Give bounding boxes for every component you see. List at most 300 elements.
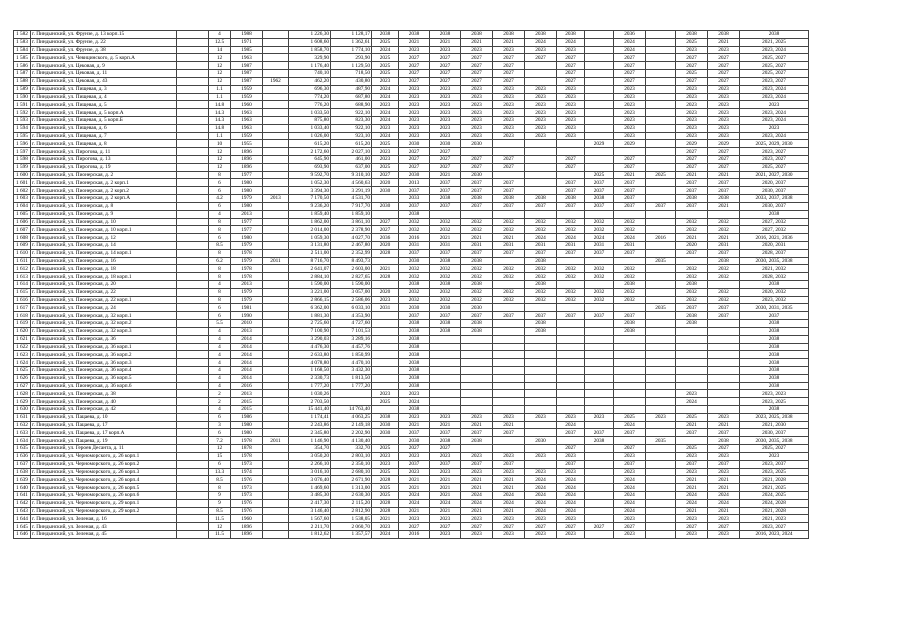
table-cell	[177, 187, 209, 195]
table-cell: 2 803,10	[331, 452, 372, 460]
table-cell: 2023	[557, 515, 585, 523]
table-cell: 2021, 2032	[740, 265, 809, 273]
table-cell: 2037	[430, 312, 461, 320]
table-cell: 2021, 2030	[740, 421, 809, 429]
table-cell: 2021	[461, 484, 493, 492]
row-number-cell: 1 626	[14, 374, 31, 382]
table-cell: 293,90	[331, 54, 372, 62]
row-number-cell: 1 582	[14, 31, 31, 39]
table-cell	[646, 421, 676, 429]
table-row	[14, 85, 809, 93]
table-cell	[646, 116, 676, 124]
table-cell: 2037	[399, 460, 430, 468]
table-cell: 4 063,25	[331, 413, 372, 421]
address-cell: г. Пиндынский, ул. Цековая, д. 43	[31, 77, 177, 85]
table-cell: 2 680,10	[331, 468, 372, 476]
table-cell: 2027	[461, 156, 493, 164]
table-cell	[557, 335, 585, 343]
table-cell: 2030, 2037	[740, 187, 809, 195]
table-cell: 6.2	[209, 257, 231, 265]
address-cell: г. Пиндынский, ул. Пионерская, д. 40	[31, 398, 177, 406]
table-cell	[585, 132, 614, 140]
table-cell: 2037	[557, 249, 585, 257]
table-cell: 2037	[708, 429, 740, 437]
table-cell: 2023	[372, 148, 399, 156]
table-cell	[557, 210, 585, 218]
table-cell: 2023	[372, 296, 399, 304]
table-cell	[263, 499, 289, 507]
table-cell	[177, 46, 209, 54]
table-cell	[461, 335, 493, 343]
table-cell	[263, 85, 289, 93]
table-cell	[646, 484, 676, 492]
table-cell	[525, 304, 557, 312]
table-cell: 1 850,99	[331, 351, 372, 359]
table-cell	[646, 476, 676, 484]
table-cell: 2023	[708, 85, 740, 93]
table-cell: 2037	[430, 249, 461, 257]
table-cell: 2027	[614, 523, 646, 531]
table-cell: 2 149,18	[331, 421, 372, 429]
table-cell	[525, 171, 557, 179]
table-cell	[557, 171, 585, 179]
table-cell	[646, 327, 676, 335]
table-cell	[585, 398, 614, 406]
table-cell: 1978	[231, 249, 263, 257]
row-number-cell: 1 641	[14, 491, 31, 499]
table-cell: 2027	[676, 523, 708, 531]
address-cell: г. Пиндынский, ул. Пионерская, д. 20	[31, 281, 177, 289]
table-cell: 2038	[399, 343, 430, 351]
table-cell: 2030	[461, 140, 493, 148]
table-cell: 2024	[557, 499, 585, 507]
table-cell: 10	[209, 140, 231, 148]
table-cell: 2023	[493, 452, 525, 460]
table-cell: 2024	[676, 491, 708, 499]
table-cell	[177, 460, 209, 468]
table-cell	[177, 452, 209, 460]
table-cell: 2025, 2027	[740, 163, 809, 171]
table-cell: 2027	[708, 77, 740, 85]
table-cell: 2032	[557, 218, 585, 226]
table-cell	[263, 468, 289, 476]
table-cell: 2032	[399, 218, 430, 226]
table-cell	[525, 148, 557, 156]
table-cell	[177, 156, 209, 164]
table-cell: 2032	[614, 296, 646, 304]
table-row	[14, 288, 809, 296]
table-row	[14, 406, 809, 414]
table-cell	[585, 116, 614, 124]
table-cell: 615,20	[289, 140, 331, 148]
row-number-cell: 1 623	[14, 351, 31, 359]
table-cell	[372, 281, 399, 289]
table-cell: 2027	[676, 77, 708, 85]
table-cell: 2 172,60	[289, 148, 331, 156]
table-cell	[263, 265, 289, 273]
row-number-cell: 1 610	[14, 249, 31, 257]
table-cell	[646, 54, 676, 62]
table-cell	[263, 38, 289, 46]
table-cell	[263, 202, 289, 210]
table-cell	[177, 351, 209, 359]
table-cell	[493, 320, 525, 328]
table-cell: 2037	[708, 187, 740, 195]
table-cell	[525, 429, 557, 437]
table-cell: 2023	[740, 101, 809, 109]
table-cell: 2014	[231, 343, 263, 351]
table-cell: 1 052,30	[289, 179, 331, 187]
table-cell	[493, 335, 525, 343]
table-cell: 9 310,10	[331, 171, 372, 179]
table-cell: 2027	[493, 62, 525, 70]
table-cell: 2024	[614, 38, 646, 46]
table-cell	[263, 312, 289, 320]
table-cell	[263, 124, 289, 132]
table-cell: 2037	[557, 179, 585, 187]
table-cell	[585, 515, 614, 523]
table-cell: 2024	[614, 499, 646, 507]
table-cell	[614, 359, 646, 367]
table-cell	[585, 445, 614, 453]
table-cell	[177, 523, 209, 531]
table-cell: 2023	[430, 101, 461, 109]
table-cell: 2023	[614, 452, 646, 460]
table-cell	[585, 531, 614, 539]
table-cell: 696,30	[289, 85, 331, 93]
table-cell: 2037	[676, 187, 708, 195]
table-cell: 2021	[399, 421, 430, 429]
row-number-cell: 1 592	[14, 109, 31, 117]
table-cell: 2023	[525, 452, 557, 460]
table-cell: 2031	[493, 241, 525, 249]
table-cell: 2032	[585, 273, 614, 281]
address-cell: г. Пиндынский, ул. Пионерская, д. 36	[31, 335, 177, 343]
table-cell: 13.3	[209, 468, 231, 476]
table-cell	[177, 234, 209, 242]
table-cell	[263, 304, 289, 312]
table-cell: 922,10	[331, 109, 372, 117]
table-cell: 2038	[557, 31, 585, 39]
table-cell: 2025	[372, 398, 399, 406]
table-cell	[177, 413, 209, 421]
table-cell: 1980	[231, 421, 263, 429]
table-cell	[493, 374, 525, 382]
table-cell: 2031	[525, 241, 557, 249]
table-cell: 2025	[646, 171, 676, 179]
table-cell	[585, 101, 614, 109]
table-cell: 2023	[493, 515, 525, 523]
table-cell: 2032	[493, 218, 525, 226]
table-cell	[461, 351, 493, 359]
table-cell: 2038	[399, 351, 430, 359]
table-cell: 2030, 2037	[740, 429, 809, 437]
table-cell: 3 291,19	[331, 187, 372, 195]
table-cell: 2025	[372, 484, 399, 492]
table-cell	[585, 343, 614, 351]
table-row	[14, 343, 809, 351]
table-cell	[614, 343, 646, 351]
table-cell: 1 146,90	[289, 437, 331, 445]
table-cell	[708, 351, 740, 359]
table-cell: 12	[209, 523, 231, 531]
table-cell: 2023	[676, 124, 708, 132]
table-cell: 2038	[399, 31, 430, 39]
address-cell: г. Пиндынский, ул. Зеленая, д. 45	[31, 531, 177, 539]
table-cell: 2027	[430, 70, 461, 78]
table-cell: 2023	[525, 46, 557, 54]
table-cell: 2038	[708, 31, 740, 39]
table-cell	[646, 249, 676, 257]
table-cell: 2024	[557, 491, 585, 499]
table-cell: 2021	[430, 507, 461, 515]
table-cell: 2021	[708, 38, 740, 46]
table-cell: 2 266,10	[289, 460, 331, 468]
table-cell: 2032	[557, 265, 585, 273]
table-cell: 2028	[372, 499, 399, 507]
table-cell: 2021	[430, 491, 461, 499]
table-row	[14, 437, 809, 445]
table-cell: 2032	[585, 226, 614, 234]
table-cell: 2037	[614, 195, 646, 203]
table-row	[14, 491, 809, 499]
table-row	[14, 93, 809, 101]
table-cell: 688,90	[331, 101, 372, 109]
table-cell: 2023	[525, 468, 557, 476]
table-cell	[263, 406, 289, 414]
table-cell: 2030, 2035, 2038	[740, 437, 809, 445]
row-number-cell: 1 590	[14, 93, 31, 101]
table-cell: 2024	[372, 109, 399, 117]
table-cell	[177, 257, 209, 265]
table-cell	[585, 476, 614, 484]
table-cell: 1 774,10	[331, 46, 372, 54]
table-cell: 2023, 2032	[740, 296, 809, 304]
table-cell: 1 777,20	[289, 382, 331, 390]
table-cell: 2038	[461, 281, 493, 289]
table-cell: 2023, 2024	[740, 132, 809, 140]
table-cell	[676, 406, 708, 414]
table-cell: 2023	[525, 109, 557, 117]
table-cell: 2023	[676, 93, 708, 101]
table-cell: 2023	[430, 85, 461, 93]
table-cell: 2028	[372, 273, 399, 281]
table-cell: 2030	[399, 140, 430, 148]
table-cell	[614, 406, 646, 414]
address-cell: г. Пиндынский, ул. Пионерская, д. 36 корп.1	[31, 343, 177, 351]
table-row	[14, 148, 809, 156]
address-cell: г. Пиндынский, ул. Пищевая, д. 8	[31, 140, 177, 148]
table-cell: 1986	[231, 413, 263, 421]
table-cell: 2023	[399, 413, 430, 421]
address-cell: г. Пиндынский, ул. Цековая, д. 11	[31, 70, 177, 78]
table-cell	[614, 366, 646, 374]
table-cell: 2023	[461, 124, 493, 132]
table-cell: 2020	[372, 241, 399, 249]
row-number-cell: 1 613	[14, 273, 31, 281]
table-cell	[585, 374, 614, 382]
table-cell	[525, 156, 557, 164]
table-cell	[177, 445, 209, 453]
table-cell: 1 881,30	[289, 312, 331, 320]
row-number-cell: 1 621	[14, 335, 31, 343]
table-cell: 12	[209, 77, 231, 85]
table-cell	[493, 359, 525, 367]
table-cell: 2023	[557, 85, 585, 93]
table-cell	[646, 218, 676, 226]
table-row	[14, 452, 809, 460]
table-cell: 2 827,65	[331, 273, 372, 281]
table-cell: 2023	[493, 93, 525, 101]
table-cell: 2021	[461, 421, 493, 429]
table-cell: 2025, 2029, 2030	[740, 140, 809, 148]
table-cell	[372, 359, 399, 367]
table-cell: 2023, 2024	[740, 93, 809, 101]
table-cell	[372, 210, 399, 218]
table-cell: 2027	[461, 54, 493, 62]
table-cell: 2024	[676, 398, 708, 406]
table-cell: 2027	[399, 77, 430, 85]
table-cell	[177, 38, 209, 46]
table-cell: 2 586,06	[331, 296, 372, 304]
table-cell: 6 362,00	[289, 304, 331, 312]
table-cell: 1981	[231, 304, 263, 312]
table-cell: 2016	[399, 531, 430, 539]
table-cell: 1978	[231, 452, 263, 460]
table-cell	[585, 124, 614, 132]
table-cell: 2023	[557, 452, 585, 460]
table-cell	[557, 437, 585, 445]
table-cell: 1 859,10	[331, 210, 372, 218]
table-cell: 2023	[676, 101, 708, 109]
table-cell: 2023, 2027	[740, 77, 809, 85]
table-cell: 2037	[493, 429, 525, 437]
table-cell: 2032	[399, 296, 430, 304]
table-cell	[646, 46, 676, 54]
table-cell	[372, 351, 399, 359]
table-cell: 2038	[461, 257, 493, 265]
table-cell: 2024	[493, 499, 525, 507]
table-cell: 2038	[740, 320, 809, 328]
table-cell: 2029	[708, 140, 740, 148]
row-number-cell: 1 597	[14, 148, 31, 156]
table-row	[14, 187, 809, 195]
table-cell	[646, 70, 676, 78]
table-cell: 2038	[708, 195, 740, 203]
table-cell: 2038	[525, 320, 557, 328]
table-cell: 2037	[614, 312, 646, 320]
table-cell	[646, 179, 676, 187]
table-cell: 2023	[430, 132, 461, 140]
table-cell: 2025	[676, 38, 708, 46]
table-cell: 2023	[525, 515, 557, 523]
table-cell	[646, 156, 676, 164]
table-cell	[493, 343, 525, 351]
table-cell	[708, 366, 740, 374]
table-cell	[708, 374, 740, 382]
table-cell	[646, 359, 676, 367]
table-cell: 2023	[493, 46, 525, 54]
table-cell	[557, 140, 585, 148]
table-cell: 2032	[614, 273, 646, 281]
table-cell	[708, 210, 740, 218]
table-cell: 6	[209, 429, 231, 437]
table-cell: 2037	[557, 460, 585, 468]
table-cell: 2023	[676, 468, 708, 476]
table-cell: 2023	[461, 531, 493, 539]
table-cell: 8 493,73	[331, 257, 372, 265]
address-cell: г. Пиндынский, ул. Черноморского, д. 26 корп.4	[31, 476, 177, 484]
row-number-cell: 1 619	[14, 320, 31, 328]
table-cell: 2023	[676, 132, 708, 140]
table-cell: 1 033,50	[289, 109, 331, 117]
table-cell: 2027	[614, 77, 646, 85]
table-cell: 2024	[557, 234, 585, 242]
table-row	[14, 46, 809, 54]
table-row	[14, 296, 809, 304]
table-cell	[646, 62, 676, 70]
table-cell: 4.2	[209, 195, 231, 203]
table-row	[14, 359, 809, 367]
table-cell: 2023	[372, 156, 399, 164]
address-cell: г. Пиндынский, ул. Пацаева, д. 10	[31, 413, 177, 421]
table-cell: 2 243,86	[289, 421, 331, 429]
table-cell: 2032	[676, 273, 708, 281]
table-cell: 4	[209, 351, 231, 359]
table-cell	[177, 359, 209, 367]
table-cell: 2021	[708, 484, 740, 492]
table-cell: 2021	[461, 476, 493, 484]
address-cell: г. Пиндынский, ул. Пищевая, д. 3	[31, 85, 177, 93]
table-cell: 2027	[461, 77, 493, 85]
table-cell: 2038	[399, 382, 430, 390]
table-cell: 2023	[614, 116, 646, 124]
table-cell	[177, 202, 209, 210]
table-cell	[372, 406, 399, 414]
table-cell	[430, 359, 461, 367]
table-cell	[646, 288, 676, 296]
table-cell: 2027	[461, 523, 493, 531]
table-cell: 2027	[430, 156, 461, 164]
table-cell	[263, 515, 289, 523]
table-cell: 4 560,63	[331, 179, 372, 187]
table-cell: 645,90	[289, 156, 331, 164]
table-cell	[263, 218, 289, 226]
table-cell: 1896	[231, 523, 263, 531]
table-cell	[331, 398, 372, 406]
table-cell: 2024	[399, 398, 430, 406]
table-cell: 2024	[372, 116, 399, 124]
table-row	[14, 382, 809, 390]
table-cell	[263, 327, 289, 335]
table-cell	[263, 429, 289, 437]
table-cell: 9 592,70	[289, 171, 331, 179]
table-cell: 8 716,70	[289, 257, 331, 265]
address-cell: г. Пиндынский, ул. Пирогова, д. 11	[31, 148, 177, 156]
table-cell: 1980	[231, 429, 263, 437]
table-cell	[177, 281, 209, 289]
table-cell: 12	[209, 156, 231, 164]
table-cell: 1978	[231, 437, 263, 445]
table-cell	[263, 54, 289, 62]
table-cell	[557, 343, 585, 351]
table-cell: 1971	[231, 38, 263, 46]
table-row	[14, 77, 809, 85]
table-cell	[177, 499, 209, 507]
table-cell: 2023	[493, 413, 525, 421]
table-cell	[263, 398, 289, 406]
table-cell: 2023	[461, 109, 493, 117]
